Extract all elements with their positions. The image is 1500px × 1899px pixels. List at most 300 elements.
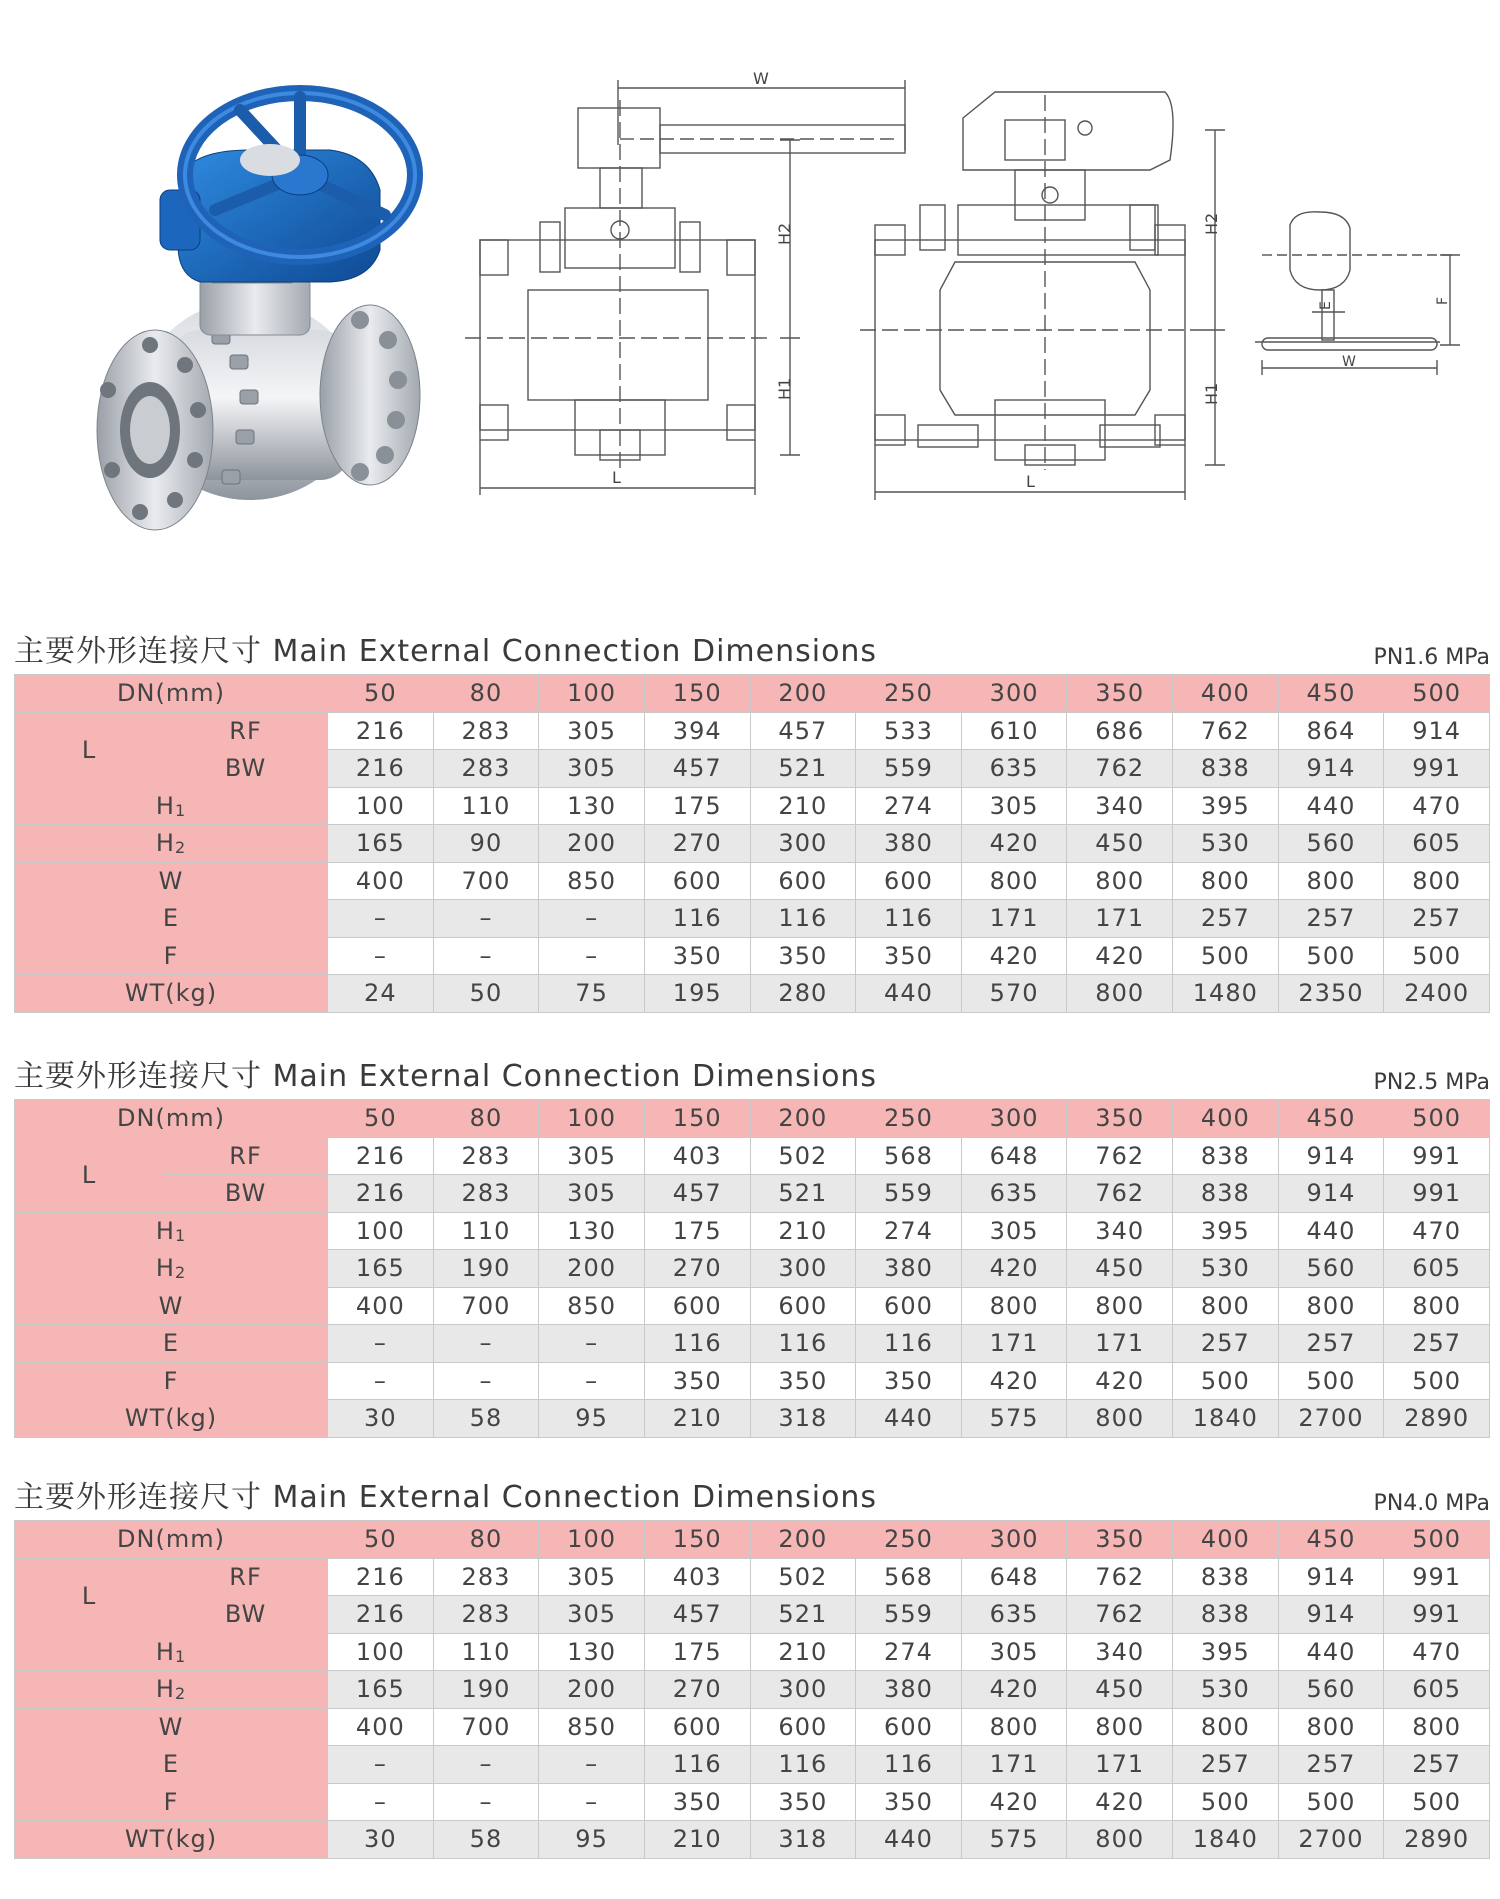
- cell-value: 450: [1067, 825, 1173, 863]
- cell-value: 340: [1067, 787, 1173, 825]
- cell-value: –: [433, 1746, 539, 1784]
- cell-value: 600: [750, 1708, 856, 1746]
- cell-value: 560: [1278, 1671, 1384, 1709]
- row-label-subscript: 1: [174, 1225, 187, 1245]
- product-illustration: [0, 0, 1500, 560]
- section-title: 主要外形连接尺寸 Main External Connection Dimensions: [14, 634, 878, 669]
- handwheel-f-label: F: [1435, 296, 1451, 305]
- cell-value: 350: [750, 1783, 856, 1821]
- table-row: [15, 900, 1490, 938]
- table-row: [15, 712, 1490, 750]
- row-label: [15, 1746, 328, 1784]
- cell-value: 800: [1384, 1708, 1490, 1746]
- cell-value: 283: [433, 1137, 539, 1175]
- cell-value: 838: [1173, 1558, 1279, 1596]
- cell-value: 838: [1173, 1175, 1279, 1213]
- front-l-label: L: [1026, 472, 1035, 491]
- l-group-label: L: [15, 1137, 164, 1212]
- cell-value: 2400: [1384, 975, 1490, 1013]
- cell-value: 216: [328, 712, 434, 750]
- cell-value: 210: [644, 1821, 750, 1859]
- dn-value: 300: [961, 1521, 1067, 1559]
- table-row: [15, 1708, 1490, 1746]
- cell-value: 914: [1384, 712, 1490, 750]
- cell-value: 914: [1278, 1596, 1384, 1634]
- row-label-text: WT(kg): [124, 979, 218, 1008]
- row-label: [15, 862, 328, 900]
- cell-value: 635: [961, 1596, 1067, 1634]
- cell-value: 130: [539, 787, 645, 825]
- cell-value: 762: [1067, 1137, 1173, 1175]
- table-row: [15, 1175, 1490, 1213]
- cell-value: –: [433, 937, 539, 975]
- cell-value: 350: [856, 937, 962, 975]
- cell-value: 2350: [1278, 975, 1384, 1013]
- valve-photo: [97, 93, 420, 530]
- cell-value: –: [539, 1325, 645, 1363]
- cell-value: 635: [961, 1175, 1067, 1213]
- cell-value: 165: [328, 825, 434, 863]
- cell-value: 560: [1278, 1250, 1384, 1288]
- cell-value: 305: [539, 712, 645, 750]
- table-row: [15, 975, 1490, 1013]
- cell-value: 171: [1067, 1746, 1173, 1784]
- cell-value: 500: [1173, 1783, 1279, 1821]
- cell-value: 110: [433, 1633, 539, 1671]
- cell-value: 318: [750, 1821, 856, 1859]
- l-group-label: L: [15, 1558, 164, 1633]
- row-label: [15, 825, 328, 863]
- cell-value: 2890: [1384, 1821, 1490, 1859]
- cell-value: 470: [1384, 1212, 1490, 1250]
- dn-value: 50: [328, 675, 434, 713]
- cell-value: 257: [1278, 1325, 1384, 1363]
- dn-value: 250: [856, 1521, 962, 1559]
- dn-value: 300: [961, 1100, 1067, 1138]
- cell-value: 762: [1067, 1175, 1173, 1213]
- cell-value: 800: [1067, 1708, 1173, 1746]
- dn-value: 350: [1067, 1100, 1173, 1138]
- section-header: [14, 1057, 1490, 1099]
- section-title: 主要外形连接尺寸 Main External Connection Dimensions: [14, 1480, 878, 1515]
- table-row: [15, 1287, 1490, 1325]
- row-label: [15, 787, 328, 825]
- cell-value: 568: [856, 1137, 962, 1175]
- front-h1-label: H1: [1202, 382, 1221, 405]
- cell-value: 165: [328, 1671, 434, 1709]
- cell-value: 257: [1384, 900, 1490, 938]
- row-label-subscript: 1: [174, 800, 187, 820]
- table-row: [15, 787, 1490, 825]
- cell-value: 502: [750, 1137, 856, 1175]
- cell-value: –: [539, 937, 645, 975]
- dn-value: 450: [1278, 675, 1384, 713]
- cell-value: 116: [750, 1325, 856, 1363]
- dn-value: 80: [433, 1521, 539, 1559]
- cell-value: 216: [328, 1137, 434, 1175]
- cell-value: 800: [1067, 975, 1173, 1013]
- cell-value: 800: [1173, 1708, 1279, 1746]
- table-header-row: [15, 1100, 1490, 1138]
- cell-value: 800: [1067, 862, 1173, 900]
- cell-value: 95: [539, 1821, 645, 1859]
- cell-value: 283: [433, 1558, 539, 1596]
- cell-value: 130: [539, 1633, 645, 1671]
- cell-value: 500: [1384, 937, 1490, 975]
- cell-value: 800: [1384, 1287, 1490, 1325]
- table-row: [15, 1362, 1490, 1400]
- front-h2-label: H2: [1202, 212, 1221, 235]
- dn-value: 500: [1384, 675, 1490, 713]
- cell-value: 210: [750, 1633, 856, 1671]
- cell-value: 305: [961, 787, 1067, 825]
- cell-value: –: [539, 1783, 645, 1821]
- cell-value: 283: [433, 1175, 539, 1213]
- table-row: [15, 1400, 1490, 1438]
- cell-value: 257: [1384, 1746, 1490, 1784]
- cell-value: 500: [1384, 1362, 1490, 1400]
- cell-value: 257: [1278, 1746, 1384, 1784]
- cell-value: 200: [539, 825, 645, 863]
- cell-value: 2700: [1278, 1821, 1384, 1859]
- dn-label: DN(mm): [15, 1521, 328, 1559]
- cell-value: 380: [856, 1671, 962, 1709]
- cell-value: 914: [1278, 750, 1384, 788]
- cell-value: 440: [1278, 787, 1384, 825]
- cell-value: 400: [328, 1287, 434, 1325]
- cell-value: 800: [1278, 862, 1384, 900]
- row-label: [15, 1325, 328, 1363]
- cell-value: 559: [856, 1175, 962, 1213]
- row-label-text: F: [163, 1366, 179, 1395]
- cell-value: 274: [856, 1212, 962, 1250]
- cell-value: 420: [961, 1362, 1067, 1400]
- cell-value: 450: [1067, 1250, 1173, 1288]
- cell-value: –: [433, 1783, 539, 1821]
- cell-value: 600: [856, 1708, 962, 1746]
- cell-value: 171: [1067, 900, 1173, 938]
- row-label: [15, 937, 328, 975]
- cell-value: 420: [961, 1783, 1067, 1821]
- cell-value: 420: [1067, 1362, 1173, 1400]
- dn-value: 150: [644, 1100, 750, 1138]
- dn-value: 450: [1278, 1100, 1384, 1138]
- cell-value: –: [328, 1783, 434, 1821]
- cell-value: 305: [961, 1212, 1067, 1250]
- dn-value: 50: [328, 1100, 434, 1138]
- cell-value: 300: [750, 1250, 856, 1288]
- cell-value: 171: [961, 1746, 1067, 1784]
- dn-value: 100: [539, 1521, 645, 1559]
- cell-value: 283: [433, 712, 539, 750]
- row-label: [15, 900, 328, 938]
- table-row: [15, 825, 1490, 863]
- cell-value: 530: [1173, 825, 1279, 863]
- cell-value: 850: [539, 1287, 645, 1325]
- cell-value: 270: [644, 1671, 750, 1709]
- cell-value: 420: [1067, 937, 1173, 975]
- table-header-row: [15, 675, 1490, 713]
- dn-value: 350: [1067, 1521, 1173, 1559]
- cell-value: 30: [328, 1400, 434, 1438]
- cell-value: 457: [644, 1596, 750, 1634]
- cell-value: 530: [1173, 1671, 1279, 1709]
- cell-value: 440: [1278, 1212, 1384, 1250]
- row-label-text: H: [155, 1675, 175, 1704]
- cell-value: 380: [856, 825, 962, 863]
- row-label: [15, 1400, 328, 1438]
- row-label-subscript: 2: [174, 1263, 187, 1283]
- cell-value: 600: [750, 1287, 856, 1325]
- cell-value: 257: [1278, 900, 1384, 938]
- cell-value: 850: [539, 862, 645, 900]
- cell-value: 403: [644, 1558, 750, 1596]
- cell-value: 270: [644, 1250, 750, 1288]
- row-label-text: H: [155, 1216, 175, 1245]
- cell-value: 605: [1384, 825, 1490, 863]
- cell-value: 800: [1384, 862, 1490, 900]
- cell-value: 175: [644, 787, 750, 825]
- dimension-section: [14, 1057, 1490, 1438]
- cell-value: 305: [539, 1175, 645, 1213]
- row-label-subscript: 1: [174, 1646, 187, 1666]
- cell-value: 800: [1067, 1287, 1173, 1325]
- cell-value: 838: [1173, 1596, 1279, 1634]
- cell-value: 257: [1384, 1325, 1490, 1363]
- cell-value: –: [433, 1362, 539, 1400]
- row-label: RF: [164, 712, 328, 750]
- cell-value: 305: [539, 1596, 645, 1634]
- cell-value: 395: [1173, 787, 1279, 825]
- row-label-text: WT(kg): [124, 1825, 218, 1854]
- cell-value: 440: [1278, 1633, 1384, 1671]
- cell-value: 100: [328, 1212, 434, 1250]
- row-label-text: E: [162, 1329, 180, 1358]
- cell-value: –: [433, 900, 539, 938]
- row-label-subscript: 2: [174, 1684, 187, 1704]
- cell-value: 400: [328, 862, 434, 900]
- cell-value: 280: [750, 975, 856, 1013]
- cell-value: 800: [961, 862, 1067, 900]
- cell-value: 600: [750, 862, 856, 900]
- cell-value: 762: [1067, 1558, 1173, 1596]
- cell-value: 175: [644, 1633, 750, 1671]
- cell-value: 130: [539, 1212, 645, 1250]
- row-label-text: E: [162, 904, 180, 933]
- row-label-text: F: [163, 1787, 179, 1816]
- cell-value: 500: [1384, 1783, 1490, 1821]
- cell-value: 50: [433, 975, 539, 1013]
- table-row: [15, 1783, 1490, 1821]
- cell-value: 210: [644, 1400, 750, 1438]
- dn-value: 250: [856, 675, 962, 713]
- cell-value: 58: [433, 1821, 539, 1859]
- cell-value: 533: [856, 712, 962, 750]
- cell-value: –: [433, 1325, 539, 1363]
- cell-value: 350: [856, 1362, 962, 1400]
- cell-value: 300: [750, 825, 856, 863]
- cell-value: 600: [644, 862, 750, 900]
- row-label: [15, 1212, 328, 1250]
- cell-value: 457: [644, 750, 750, 788]
- cell-value: 116: [856, 1325, 962, 1363]
- l-group-label: L: [15, 712, 164, 787]
- cell-value: 318: [750, 1400, 856, 1438]
- cell-value: 394: [644, 712, 750, 750]
- cell-value: 116: [856, 900, 962, 938]
- cell-value: 605: [1384, 1671, 1490, 1709]
- row-label-text: H: [155, 829, 175, 858]
- table-row: [15, 1746, 1490, 1784]
- side-h1-label: H1: [775, 377, 794, 400]
- cell-value: 305: [539, 1137, 645, 1175]
- dn-label: DN(mm): [15, 675, 328, 713]
- cell-value: 200: [539, 1671, 645, 1709]
- table-row: [15, 862, 1490, 900]
- row-label: BW: [164, 750, 328, 788]
- cell-value: 500: [1173, 937, 1279, 975]
- cell-value: 257: [1173, 1325, 1279, 1363]
- dn-value: 100: [539, 675, 645, 713]
- table-row: [15, 1821, 1490, 1859]
- row-label: [15, 975, 328, 1013]
- cell-value: 991: [1384, 1175, 1490, 1213]
- row-label-text: W: [158, 1712, 184, 1741]
- row-label: RF: [164, 1137, 328, 1175]
- cell-value: 991: [1384, 1596, 1490, 1634]
- handwheel-view-drawing: [1255, 212, 1460, 375]
- dimension-section: [14, 1478, 1490, 1859]
- cell-value: 850: [539, 1708, 645, 1746]
- cell-value: –: [328, 1746, 434, 1784]
- cell-value: 648: [961, 1137, 1067, 1175]
- cell-value: 457: [750, 712, 856, 750]
- cell-value: 762: [1067, 750, 1173, 788]
- section-header: [14, 1478, 1490, 1520]
- cell-value: 300: [750, 1671, 856, 1709]
- cell-value: 403: [644, 1137, 750, 1175]
- cell-value: 800: [1173, 862, 1279, 900]
- cell-value: 991: [1384, 1558, 1490, 1596]
- cell-value: 610: [961, 712, 1067, 750]
- cell-value: 380: [856, 1250, 962, 1288]
- cell-value: 420: [961, 825, 1067, 863]
- dn-value: 200: [750, 1100, 856, 1138]
- cell-value: 175: [644, 1212, 750, 1250]
- row-label: [15, 1708, 328, 1746]
- cell-value: 560: [1278, 825, 1384, 863]
- cell-value: 171: [961, 900, 1067, 938]
- table-row: [15, 1671, 1490, 1709]
- handwheel-w-label: W: [1342, 354, 1356, 370]
- cell-value: 686: [1067, 712, 1173, 750]
- table-header-row: [15, 1521, 1490, 1559]
- cell-value: 58: [433, 1400, 539, 1438]
- table-row: [15, 1633, 1490, 1671]
- cell-value: 216: [328, 1558, 434, 1596]
- cell-value: 116: [750, 900, 856, 938]
- cell-value: 195: [644, 975, 750, 1013]
- cell-value: 350: [644, 937, 750, 975]
- cell-value: 75: [539, 975, 645, 1013]
- cell-value: 216: [328, 1175, 434, 1213]
- cell-value: 500: [1173, 1362, 1279, 1400]
- dn-value: 500: [1384, 1100, 1490, 1138]
- cell-value: 864: [1278, 712, 1384, 750]
- cell-value: 800: [1278, 1708, 1384, 1746]
- cell-value: 991: [1384, 750, 1490, 788]
- row-label: [15, 1783, 328, 1821]
- cell-value: 350: [856, 1783, 962, 1821]
- cell-value: 100: [328, 787, 434, 825]
- cell-value: 110: [433, 787, 539, 825]
- cell-value: 395: [1173, 1633, 1279, 1671]
- dn-value: 50: [328, 1521, 434, 1559]
- cell-value: 600: [856, 1287, 962, 1325]
- cell-value: 600: [644, 1708, 750, 1746]
- cell-value: 257: [1173, 1746, 1279, 1784]
- cell-value: 1480: [1173, 975, 1279, 1013]
- cell-value: 340: [1067, 1633, 1173, 1671]
- cell-value: 500: [1278, 1362, 1384, 1400]
- cell-value: 800: [1278, 1287, 1384, 1325]
- cell-value: 190: [433, 1671, 539, 1709]
- dn-value: 250: [856, 1100, 962, 1138]
- row-label: [15, 1250, 328, 1288]
- table-row: [15, 1212, 1490, 1250]
- cell-value: 440: [856, 1400, 962, 1438]
- row-label-text: F: [163, 941, 179, 970]
- section-title: 主要外形连接尺寸 Main External Connection Dimensions: [14, 1059, 878, 1094]
- table-row: [15, 1596, 1490, 1634]
- cell-value: 838: [1173, 750, 1279, 788]
- dn-value: 400: [1173, 1521, 1279, 1559]
- cell-value: 521: [750, 1596, 856, 1634]
- dn-value: 150: [644, 1521, 750, 1559]
- cell-value: 568: [856, 1558, 962, 1596]
- row-label: [15, 1287, 328, 1325]
- cell-value: 116: [644, 1746, 750, 1784]
- cell-value: –: [539, 1746, 645, 1784]
- cell-value: 110: [433, 1212, 539, 1250]
- cell-value: 559: [856, 1596, 962, 1634]
- cell-value: 283: [433, 750, 539, 788]
- dn-value: 200: [750, 675, 856, 713]
- row-label: [15, 1362, 328, 1400]
- cell-value: 914: [1278, 1175, 1384, 1213]
- row-label: RF: [164, 1558, 328, 1596]
- cell-value: 210: [750, 787, 856, 825]
- cell-value: 800: [1067, 1821, 1173, 1859]
- cell-value: 1840: [1173, 1400, 1279, 1438]
- dn-value: 80: [433, 1100, 539, 1138]
- cell-value: –: [328, 1325, 434, 1363]
- cell-value: 216: [328, 1596, 434, 1634]
- cell-value: 400: [328, 1708, 434, 1746]
- cell-value: 90: [433, 825, 539, 863]
- cell-value: 116: [644, 1325, 750, 1363]
- cell-value: 350: [644, 1362, 750, 1400]
- table-row: [15, 750, 1490, 788]
- cell-value: 395: [1173, 1212, 1279, 1250]
- row-label-text: WT(kg): [124, 1404, 218, 1433]
- row-label: [15, 1633, 328, 1671]
- table-row: [15, 937, 1490, 975]
- row-label-text: W: [158, 866, 184, 895]
- cell-value: 838: [1173, 1137, 1279, 1175]
- cell-value: 210: [750, 1212, 856, 1250]
- row-label-text: H: [155, 1637, 175, 1666]
